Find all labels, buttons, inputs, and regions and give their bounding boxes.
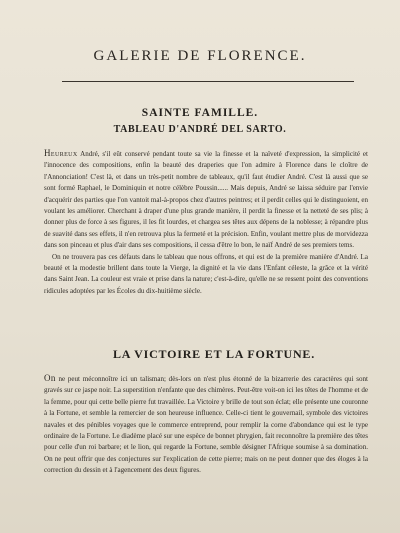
- section-body-sainte-famille: [44, 148, 368, 297]
- section-title-victoire-fortune: LA VICTOIRE ET LA FORTUNE.: [112, 347, 316, 361]
- paragraph: [44, 373, 368, 477]
- page-title: GALERIE DE FLORENCE.: [93, 48, 307, 64]
- paragraph-lead-word: On: [44, 373, 56, 383]
- paragraph-lead-word: Heureux: [44, 148, 78, 158]
- section-subtitle-andre-del-sarto: TABLEAU D'ANDRÉ DEL SARTO.: [113, 124, 287, 135]
- section-title-sainte-famille: SAINTE FAMILLE.: [141, 107, 259, 119]
- section-body-victoire-fortune: [44, 373, 368, 477]
- paragraph: On ne trouvera pas ces défauts dans le tableau que nous offrons, et qui est de la première manière d'André. La beauté et la modestie brillent dans toute la Vierge, la dignité et la vie dans l'Enfant céleste, la grâce et la vérité dans Saint Jean. La couleur est vraie et prise dans la nature; c'est-à-dire, qu'elle ne se ressent point des conventions ridicules adoptées par les Écoles du dix-huitième siècle.: [44, 252, 368, 295]
- paragraph: [44, 148, 368, 252]
- header-rule: [62, 81, 354, 82]
- paragraph-text: ne peut méconnoître ici un talisman; dès-lors on n'est plus étonné de la bizarrerie des caractères qui sont gravés sur ce jaspe noir. La superstition n'enfante que des chimères. Peut-être voit-on ici les têtes de l'homme et de la femme, pour qui cette belle pierre fut travaillée. La Victoire y brille de tout son éclat; elle présente une couronne à la Fortune, et semble la remercier de son heureuse influence. Celle-ci tient le gouvernail, symbole des victoires navales et des pénibles voyages que le commerce entreprend, pour remplir la corne d'abondance qui est le type ordinaire de la Fortune. Le diadème placé sur une espèce de bonnet phrygien, fait reconnoître la première des têtes pour celle d'un roi barbare; et le lion, qui regarde la Fortune, semble désigner l'Afrique soumise à sa domination. On ne peut offrir que des conjectures sur l'explication de cette pierre; mais on ne peut donner que des éloges à la correction du dessin et à l'agencement des deux figures.: [44, 375, 368, 475]
- paragraph-text: André, s'il eût conservé pendant toute sa vie la finesse et la naïveté d'expression, la simplicité et l'innocence des compositions, enfin la beauté des draperies que l'on admire à Florence dans le cloître de l'Annonciation! C'est là, et dans un très-petit nombre de tableaux, qu'il faut étudier André. C'est là aussi que se sont formé Raphael, le Dominiquin et notre célèbre Poussin...... Mais depuis, André se laissa séduire par l'envie d'acquérir des parties que l'on vantoit mal-à-propos chez d'autres peintres; et il perdit celles qui le distinguoient, en voulant les améliorer. Cherchant à draper d'une plus grande manière, il perdit la finesse et la netteté de ses plis; à donner plus de force à ses figures, il les fit lourdes, et chargea ses têtes aux dépens de la noblesse; à répandre plus de suavité dans ses effets, il n'en retrouva plus la fermeté et la précision. Enfin, voulant mettre plus de morvidezza dans son pinceau et plus d'air dans ses compositions, il cessa d'être lo bon, le naïf André de ses premiers tems.: [44, 150, 368, 250]
